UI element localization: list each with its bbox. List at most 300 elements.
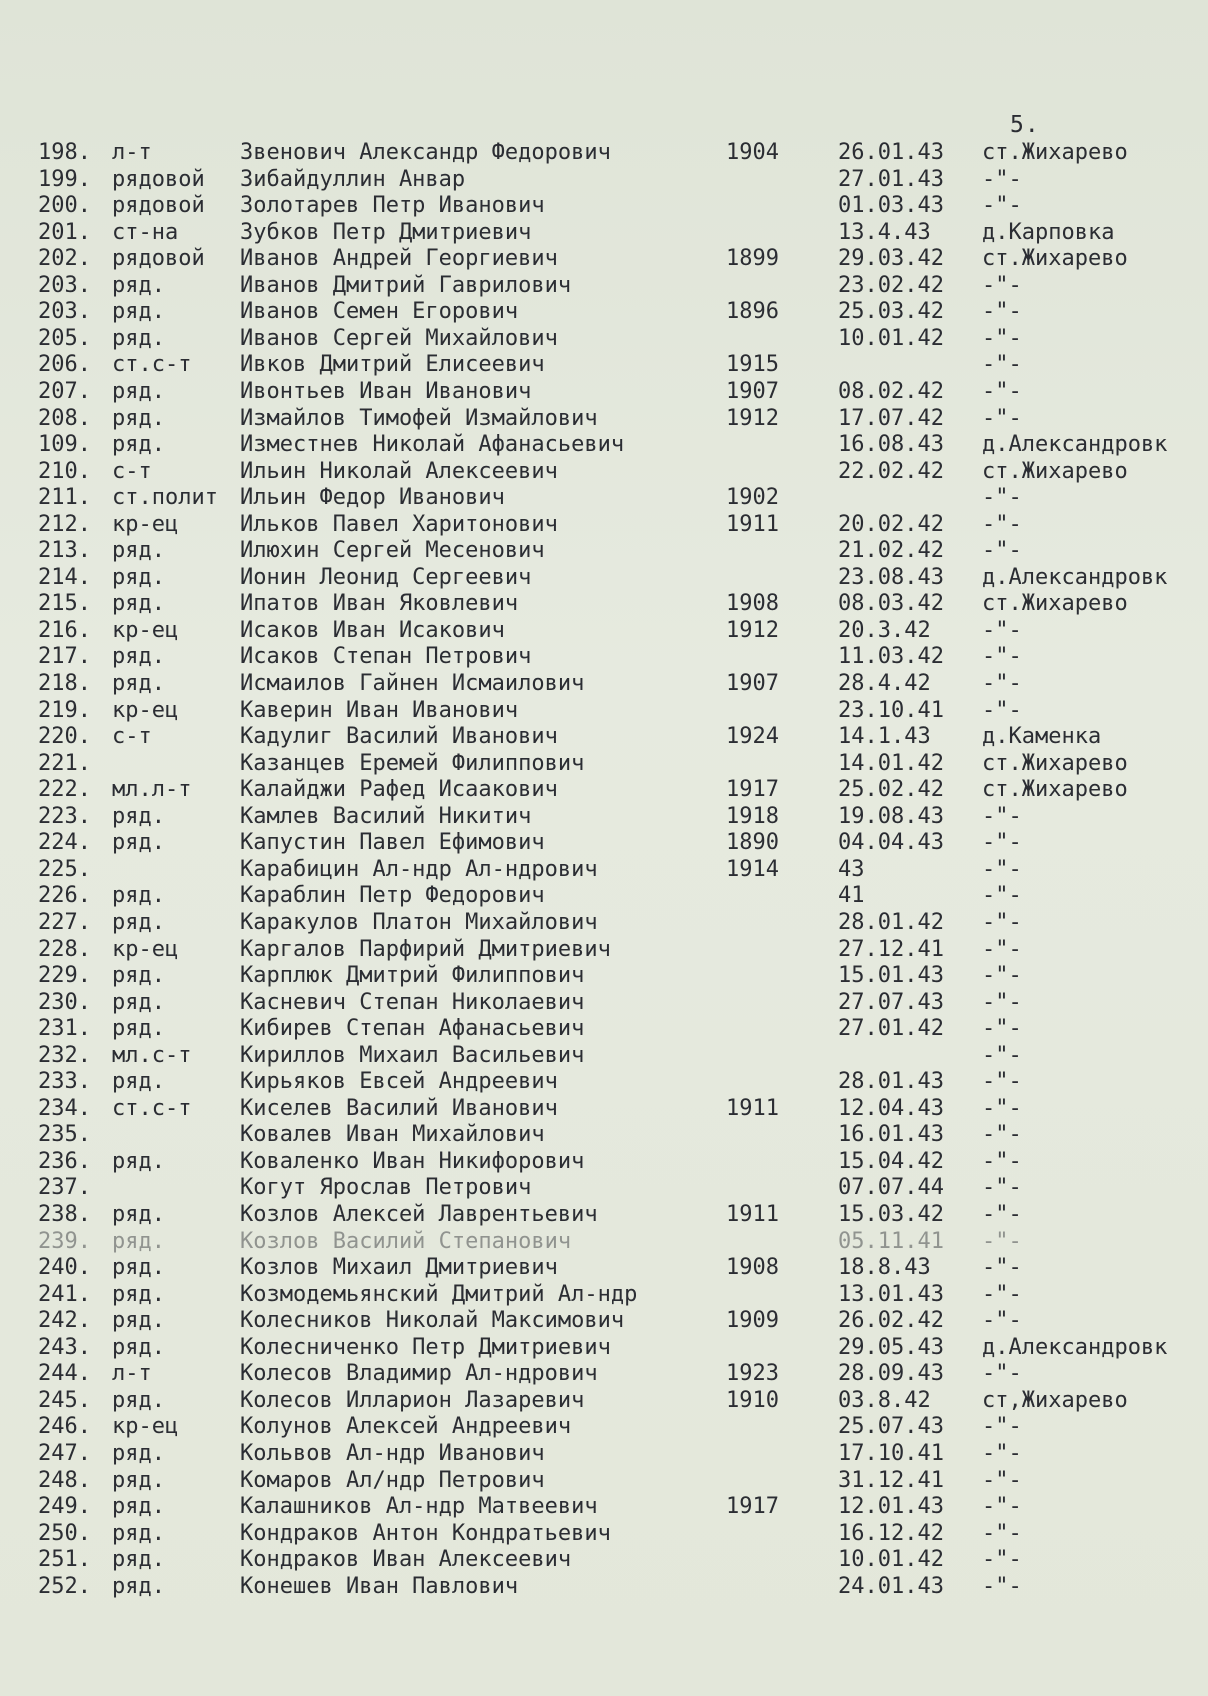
cell-place: д.Александровк <box>982 432 1168 457</box>
cell-place: -"- <box>982 167 1022 192</box>
cell-num: 198. <box>38 140 91 165</box>
cell-name: Колесниченко Петр Дмитриевич <box>240 1335 611 1360</box>
list-item <box>0 1521 1208 1547</box>
cell-place: -"- <box>982 1308 1022 1333</box>
cell-rank: ряд. <box>112 591 165 616</box>
cell-num: 239. <box>38 1229 91 1254</box>
cell-date: 03.8.42 <box>838 1388 931 1413</box>
cell-place: -"- <box>982 1494 1022 1519</box>
cell-name: Караблин Петр Федорович <box>240 883 545 908</box>
cell-date: 07.07.44 <box>838 1175 944 1200</box>
cell-place: -"- <box>982 512 1022 537</box>
list-item <box>0 883 1208 909</box>
cell-num: 220. <box>38 724 91 749</box>
cell-name: Кибирев Степан Афанасьевич <box>240 1016 585 1041</box>
cell-year: 1923 <box>726 1361 779 1386</box>
list-item <box>0 299 1208 325</box>
cell-date: 26.01.43 <box>838 140 944 165</box>
cell-date: 10.01.42 <box>838 1547 944 1572</box>
cell-name: Ионин Леонид Сергеевич <box>240 565 532 590</box>
list-item <box>0 512 1208 538</box>
cell-rank: рядовой <box>112 167 205 192</box>
cell-date: 25.07.43 <box>838 1414 944 1439</box>
cell-date: 41 <box>838 883 865 908</box>
cell-date: 16.12.42 <box>838 1521 944 1546</box>
cell-rank: кр-ец <box>112 698 179 723</box>
cell-num: 219. <box>38 698 91 723</box>
cell-place: -"- <box>982 1282 1022 1307</box>
cell-num: 222. <box>38 777 91 802</box>
cell-num: 109. <box>38 432 91 457</box>
cell-num: 216. <box>38 618 91 643</box>
cell-name: Зибайдуллин Анвар <box>240 167 466 192</box>
cell-name: Исаков Иван Исакович <box>240 618 505 643</box>
cell-year: 1917 <box>726 1494 779 1519</box>
list-item <box>0 671 1208 697</box>
cell-num: 200. <box>38 193 91 218</box>
list-item <box>0 485 1208 511</box>
cell-num: 226. <box>38 883 91 908</box>
cell-name: Киселев Василий Иванович <box>240 1096 558 1121</box>
cell-place: д.Александровк <box>982 1335 1168 1360</box>
cell-name: Калашников Ал-ндр Матвеевич <box>240 1494 598 1519</box>
cell-num: 246. <box>38 1414 91 1439</box>
cell-name: Козлов Василий Степанович <box>240 1229 572 1254</box>
cell-year: 1908 <box>726 591 779 616</box>
cell-name: Комаров Ал/ндр Петрович <box>240 1468 545 1493</box>
cell-date: 28.4.42 <box>838 671 931 696</box>
cell-rank: с-т <box>112 459 152 484</box>
cell-rank: л-т <box>112 140 152 165</box>
list-item <box>0 910 1208 936</box>
cell-num: 202. <box>38 246 91 271</box>
cell-place: -"- <box>982 857 1022 882</box>
cell-date: 10.01.42 <box>838 326 944 351</box>
cell-name: Казанцев Еремей Филиппович <box>240 751 585 776</box>
list-item <box>0 1202 1208 1228</box>
cell-date: 20.3.42 <box>838 618 931 643</box>
cell-rank: ряд. <box>112 1494 165 1519</box>
cell-rank: ряд. <box>112 1547 165 1572</box>
cell-date: 11.03.42 <box>838 644 944 669</box>
cell-num: 232. <box>38 1043 91 1068</box>
cell-name: Колесников Николай Максимович <box>240 1308 625 1333</box>
cell-name: Ивков Дмитрий Елисеевич <box>240 352 545 377</box>
cell-date: 27.12.41 <box>838 937 944 962</box>
cell-num: 217. <box>38 644 91 669</box>
cell-num: 224. <box>38 830 91 855</box>
list-item <box>0 379 1208 405</box>
list-item <box>0 1069 1208 1095</box>
cell-place: -"- <box>982 618 1022 643</box>
cell-date: 18.8.43 <box>838 1255 931 1280</box>
cell-rank: ряд. <box>112 1468 165 1493</box>
cell-rank: ряд. <box>112 804 165 829</box>
cell-place: -"- <box>982 1069 1022 1094</box>
cell-rank: ряд. <box>112 1282 165 1307</box>
cell-place: -"- <box>982 1547 1022 1572</box>
cell-name: Исмаилов Гайнен Исмаилович <box>240 671 585 696</box>
list-item <box>0 246 1208 272</box>
cell-rank: кр-ец <box>112 512 179 537</box>
cell-date: 29.03.42 <box>838 246 944 271</box>
cell-num: 206. <box>38 352 91 377</box>
cell-date: 14.01.42 <box>838 751 944 776</box>
cell-date: 25.03.42 <box>838 299 944 324</box>
cell-date: 17.10.41 <box>838 1441 944 1466</box>
cell-rank: ряд. <box>112 406 165 431</box>
cell-name: Козлов Алексей Лаврентьевич <box>240 1202 598 1227</box>
cell-date: 15.04.42 <box>838 1149 944 1174</box>
cell-year: 1907 <box>726 671 779 696</box>
cell-rank: рядовой <box>112 193 205 218</box>
cell-num: 244. <box>38 1361 91 1386</box>
cell-num: 229. <box>38 963 91 988</box>
cell-date: 43 <box>838 857 865 882</box>
cell-num: 250. <box>38 1521 91 1546</box>
cell-name: Измайлов Тимофей Измайлович <box>240 406 598 431</box>
cell-place: д.Александровк <box>982 565 1168 590</box>
cell-date: 23.08.43 <box>838 565 944 590</box>
cell-year: 1914 <box>726 857 779 882</box>
cell-rank: ряд. <box>112 1335 165 1360</box>
cell-date: 13.01.43 <box>838 1282 944 1307</box>
list-item <box>0 1096 1208 1122</box>
cell-num: 235. <box>38 1122 91 1147</box>
cell-place: -"- <box>982 963 1022 988</box>
list-item <box>0 406 1208 432</box>
cell-rank: ряд. <box>112 910 165 935</box>
list-item <box>0 565 1208 591</box>
cell-rank: ряд. <box>112 1574 165 1599</box>
list-item <box>0 1043 1208 1069</box>
cell-place: -"- <box>982 1574 1022 1599</box>
cell-year: 1912 <box>726 406 779 431</box>
cell-year: 1917 <box>726 777 779 802</box>
cell-year: 1909 <box>726 1308 779 1333</box>
cell-num: 248. <box>38 1468 91 1493</box>
cell-year: 1924 <box>726 724 779 749</box>
cell-name: Кондраков Антон Кондратьевич <box>240 1521 611 1546</box>
cell-date: 16.08.43 <box>838 432 944 457</box>
cell-place: -"- <box>982 299 1022 324</box>
cell-year: 1910 <box>726 1388 779 1413</box>
cell-place: -"- <box>982 1414 1022 1439</box>
cell-name: Иванов Андрей Георгиевич <box>240 246 558 271</box>
cell-place: ст.Жихарево <box>982 591 1128 616</box>
list-item <box>0 1255 1208 1281</box>
list-item <box>0 1335 1208 1361</box>
cell-year: 1911 <box>726 1202 779 1227</box>
cell-num: 227. <box>38 910 91 935</box>
cell-rank: ряд. <box>112 671 165 696</box>
cell-rank: ряд. <box>112 963 165 988</box>
cell-date: 14.1.43 <box>838 724 931 749</box>
cell-rank: мл.с-т <box>112 1043 192 1068</box>
cell-name: Колесов Владимир Ал-ндрович <box>240 1361 598 1386</box>
list-item <box>0 1361 1208 1387</box>
cell-name: Каргалов Парфирий Дмитриевич <box>240 937 611 962</box>
cell-date: 13.4.43 <box>838 220 931 245</box>
cell-date: 20.02.42 <box>838 512 944 537</box>
cell-num: 245. <box>38 1388 91 1413</box>
cell-place: -"- <box>982 1043 1022 1068</box>
cell-place: ст.Жихарево <box>982 140 1128 165</box>
cell-place: ст,Жихарево <box>982 1388 1128 1413</box>
cell-name: Кольвов Ал-ндр Иванович <box>240 1441 545 1466</box>
cell-place: -"- <box>982 1202 1022 1227</box>
cell-place: ст.Жихарево <box>982 459 1128 484</box>
cell-place: ст.Жихарево <box>982 246 1128 271</box>
cell-num: 230. <box>38 990 91 1015</box>
list-item <box>0 1494 1208 1520</box>
cell-rank: мл.л-т <box>112 777 192 802</box>
cell-date: 28.01.42 <box>838 910 944 935</box>
cell-num: 234. <box>38 1096 91 1121</box>
cell-date: 26.02.42 <box>838 1308 944 1333</box>
cell-place: -"- <box>982 698 1022 723</box>
list-item <box>0 1175 1208 1201</box>
cell-name: Каверин Иван Иванович <box>240 698 519 723</box>
cell-rank: ряд. <box>112 379 165 404</box>
cell-date: 28.09.43 <box>838 1361 944 1386</box>
cell-name: Когут Ярослав Петрович <box>240 1175 532 1200</box>
cell-num: 205. <box>38 326 91 351</box>
cell-name: Кирьяков Евсей Андреевич <box>240 1069 558 1094</box>
cell-year: 1904 <box>726 140 779 165</box>
cell-name: Золотарев Петр Иванович <box>240 193 545 218</box>
list-item <box>0 459 1208 485</box>
cell-name: Каракулов Платон Михайлович <box>240 910 598 935</box>
cell-rank: кр-ец <box>112 1414 179 1439</box>
cell-place: -"- <box>982 644 1022 669</box>
cell-rank: кр-ец <box>112 937 179 962</box>
cell-date: 24.01.43 <box>838 1574 944 1599</box>
list-item <box>0 1122 1208 1148</box>
cell-place: ст.Жихарево <box>982 751 1128 776</box>
cell-place: -"- <box>982 990 1022 1015</box>
list-item <box>0 1441 1208 1467</box>
cell-name: Ильин Николай Алексеевич <box>240 459 558 484</box>
cell-rank: рядовой <box>112 246 205 271</box>
cell-num: 228. <box>38 937 91 962</box>
cell-date: 12.04.43 <box>838 1096 944 1121</box>
list-item <box>0 1308 1208 1334</box>
cell-rank: ст.полит <box>112 485 218 510</box>
cell-name: Коваленко Иван Никифорович <box>240 1149 585 1174</box>
list-item <box>0 857 1208 883</box>
cell-date: 27.07.43 <box>838 990 944 1015</box>
cell-place: -"- <box>982 193 1022 218</box>
cell-rank: ряд. <box>112 1229 165 1254</box>
cell-num: 208. <box>38 406 91 431</box>
cell-place: -"- <box>982 326 1022 351</box>
cell-name: Колунов Алексей Андреевич <box>240 1414 572 1439</box>
cell-place: -"- <box>982 804 1022 829</box>
cell-name: Калайджи Рафед Исаакович <box>240 777 558 802</box>
list-item <box>0 140 1208 166</box>
cell-place: -"- <box>982 1149 1022 1174</box>
cell-name: Кадулиг Василий Иванович <box>240 724 558 749</box>
cell-year: 1911 <box>726 512 779 537</box>
cell-name: Капустин Павел Ефимович <box>240 830 545 855</box>
list-item <box>0 963 1208 989</box>
cell-rank: ряд. <box>112 1308 165 1333</box>
cell-num: 223. <box>38 804 91 829</box>
cell-num: 252. <box>38 1574 91 1599</box>
cell-name: Камлев Василий Никитич <box>240 804 532 829</box>
cell-rank: ряд. <box>112 326 165 351</box>
cell-rank: ряд. <box>112 299 165 324</box>
cell-place: -"- <box>982 937 1022 962</box>
cell-num: 233. <box>38 1069 91 1094</box>
cell-num: 210. <box>38 459 91 484</box>
cell-rank: ряд. <box>112 1016 165 1041</box>
cell-rank: ряд. <box>112 883 165 908</box>
cell-name: Ильков Павел Харитонович <box>240 512 558 537</box>
list-item <box>0 804 1208 830</box>
cell-place: -"- <box>982 1096 1022 1121</box>
cell-date: 27.01.43 <box>838 167 944 192</box>
cell-date: 08.02.42 <box>838 379 944 404</box>
cell-date: 04.04.43 <box>838 830 944 855</box>
cell-name: Конешев Иван Павлович <box>240 1574 519 1599</box>
list-item <box>0 352 1208 378</box>
list-item <box>0 591 1208 617</box>
cell-rank: ряд. <box>112 990 165 1015</box>
cell-year: 1907 <box>726 379 779 404</box>
cell-year: 1902 <box>726 485 779 510</box>
cell-num: 214. <box>38 565 91 590</box>
cell-year: 1890 <box>726 830 779 855</box>
cell-date: 31.12.41 <box>838 1468 944 1493</box>
list-item <box>0 777 1208 803</box>
list-item <box>0 618 1208 644</box>
cell-rank: ряд. <box>112 273 165 298</box>
cell-num: 247. <box>38 1441 91 1466</box>
cell-rank: кр-ец <box>112 618 179 643</box>
cell-num: 249. <box>38 1494 91 1519</box>
cell-place: ст.Жихарево <box>982 777 1128 802</box>
list-item <box>0 538 1208 564</box>
cell-name: Ковалев Иван Михайлович <box>240 1122 545 1147</box>
cell-num: 236. <box>38 1149 91 1174</box>
cell-name: Карплюк Дмитрий Филиппович <box>240 963 585 988</box>
cell-year: 1896 <box>726 299 779 324</box>
list-item <box>0 193 1208 219</box>
cell-place: -"- <box>982 379 1022 404</box>
cell-place: -"- <box>982 485 1022 510</box>
cell-rank: ст-на <box>112 220 179 245</box>
cell-place: -"- <box>982 1361 1022 1386</box>
cell-year: 1915 <box>726 352 779 377</box>
cell-rank: ст.с-т <box>112 352 192 377</box>
cell-rank: ряд. <box>112 1441 165 1466</box>
cell-name: Звенович Александр Федорович <box>240 140 611 165</box>
cell-num: 203. <box>38 273 91 298</box>
list-item <box>0 432 1208 458</box>
cell-date: 28.01.43 <box>838 1069 944 1094</box>
cell-num: 203. <box>38 299 91 324</box>
cell-rank: ряд. <box>112 432 165 457</box>
cell-place: -"- <box>982 910 1022 935</box>
cell-name: Илюхин Сергей Месенович <box>240 538 545 563</box>
cell-name: Иванов Сергей Михайлович <box>240 326 558 351</box>
cell-place: -"- <box>982 1016 1022 1041</box>
cell-date: 15.01.43 <box>838 963 944 988</box>
cell-date: 01.03.43 <box>838 193 944 218</box>
cell-num: 199. <box>38 167 91 192</box>
cell-name: Касневич Степан Николаевич <box>240 990 585 1015</box>
cell-date: 05.11.41 <box>838 1229 944 1254</box>
cell-place: -"- <box>982 1468 1022 1493</box>
cell-name: Исаков Степан Петрович <box>240 644 532 669</box>
list-item <box>0 751 1208 777</box>
cell-place: д.Карповка <box>982 220 1115 245</box>
cell-place: -"- <box>982 1255 1022 1280</box>
list-item <box>0 1414 1208 1440</box>
cell-name: Козмодемьянский Дмитрий Ал-ндр <box>240 1282 638 1307</box>
cell-date: 08.03.42 <box>838 591 944 616</box>
cell-num: 241. <box>38 1282 91 1307</box>
list-item <box>0 830 1208 856</box>
cell-num: 218. <box>38 671 91 696</box>
cell-place: -"- <box>982 352 1022 377</box>
cell-name: Козлов Михаил Дмитриевич <box>240 1255 558 1280</box>
cell-rank: ряд. <box>112 1202 165 1227</box>
cell-date: 15.03.42 <box>838 1202 944 1227</box>
list-item <box>0 167 1208 193</box>
cell-num: 207. <box>38 379 91 404</box>
cell-rank: ст.с-т <box>112 1096 192 1121</box>
cell-date: 27.01.42 <box>838 1016 944 1041</box>
cell-date: 29.05.43 <box>838 1335 944 1360</box>
cell-place: -"- <box>982 1122 1022 1147</box>
cell-num: 238. <box>38 1202 91 1227</box>
cell-num: 211. <box>38 485 91 510</box>
cell-rank: ряд. <box>112 538 165 563</box>
cell-num: 212. <box>38 512 91 537</box>
cell-place: -"- <box>982 1441 1022 1466</box>
list-item <box>0 724 1208 750</box>
cell-year: 1899 <box>726 246 779 271</box>
cell-place: -"- <box>982 671 1022 696</box>
page-number: 5. <box>1010 112 1040 138</box>
cell-rank: ряд. <box>112 1255 165 1280</box>
cell-num: 242. <box>38 1308 91 1333</box>
cell-date: 25.02.42 <box>838 777 944 802</box>
list-item <box>0 644 1208 670</box>
cell-place: -"- <box>982 1229 1022 1254</box>
cell-num: 225. <box>38 857 91 882</box>
cell-name: Ипатов Иван Яковлевич <box>240 591 519 616</box>
cell-num: 213. <box>38 538 91 563</box>
cell-year: 1911 <box>726 1096 779 1121</box>
cell-place: -"- <box>982 406 1022 431</box>
cell-date: 16.01.43 <box>838 1122 944 1147</box>
list-item <box>0 1282 1208 1308</box>
cell-date: 17.07.42 <box>838 406 944 431</box>
cell-num: 237. <box>38 1175 91 1200</box>
cell-num: 215. <box>38 591 91 616</box>
cell-name: Карабицин Ал-ндр Ал-ндрович <box>240 857 598 882</box>
cell-rank: с-т <box>112 724 152 749</box>
cell-num: 201. <box>38 220 91 245</box>
cell-name: Зубков Петр Дмитриевич <box>240 220 532 245</box>
list-item <box>0 937 1208 963</box>
cell-name: Колесов Илларион Лазаревич <box>240 1388 585 1413</box>
list-item <box>0 273 1208 299</box>
